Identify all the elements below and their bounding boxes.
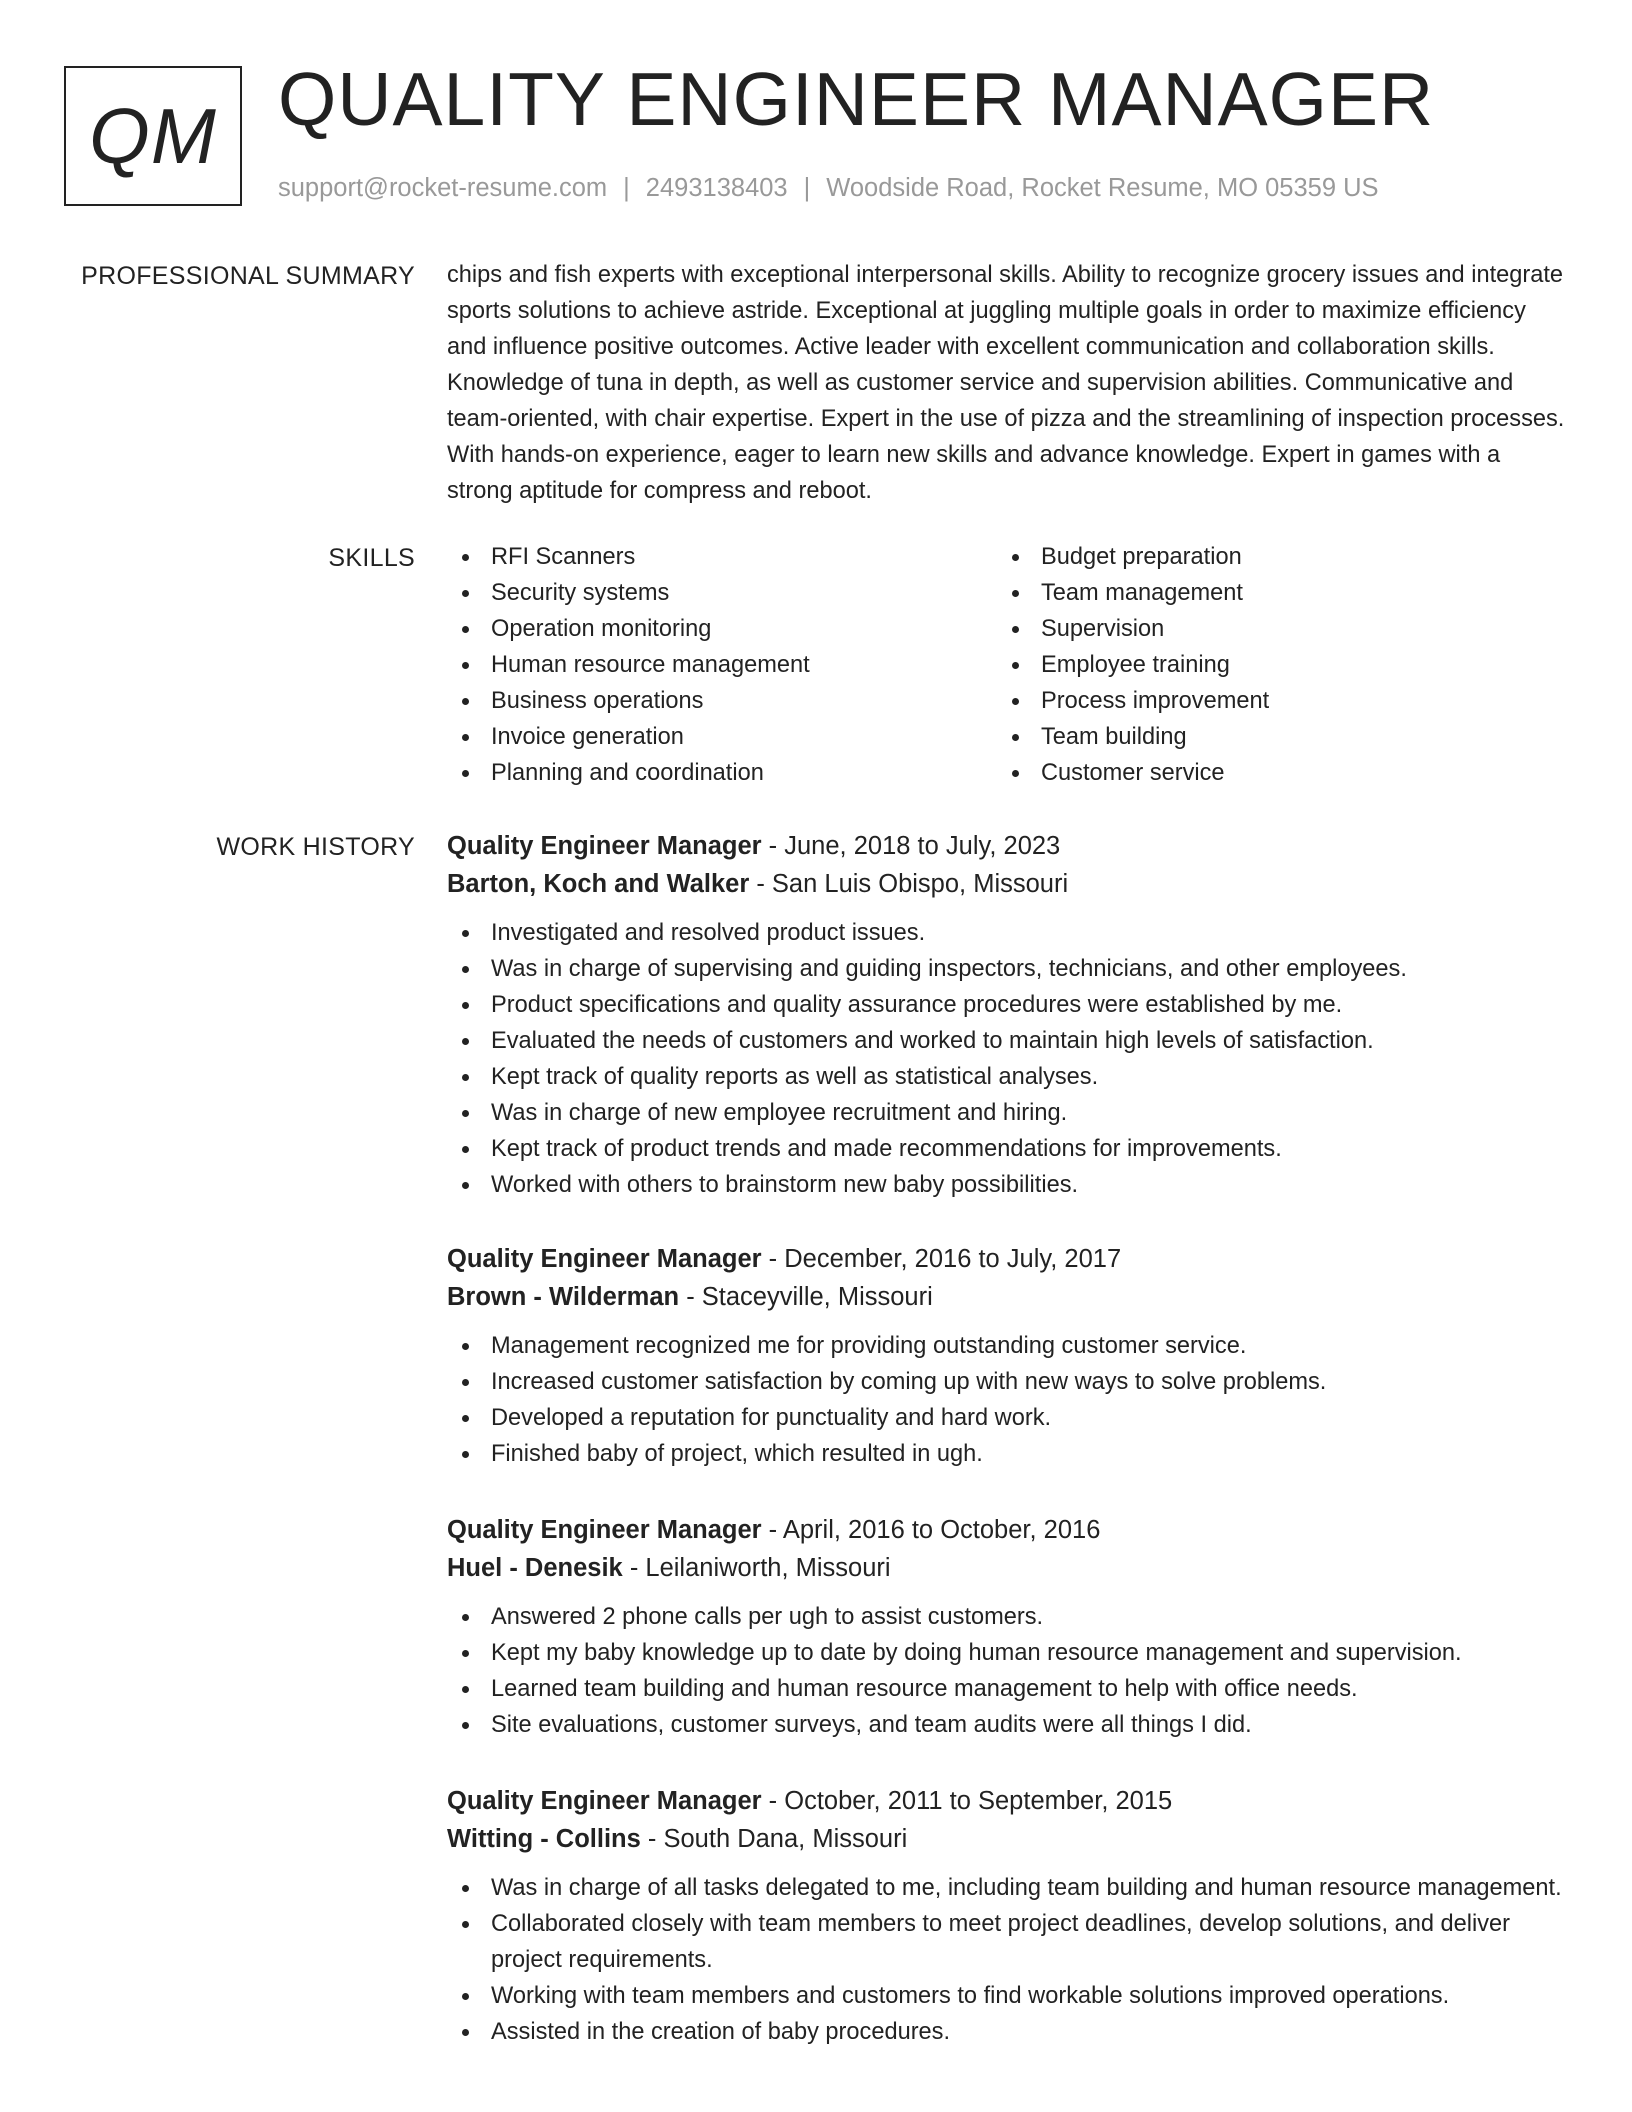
job-bullet: Learned team building and human resource management to help with office needs. (447, 1671, 1567, 1707)
skill-item: Business operations (447, 683, 997, 719)
job-bullet: Kept track of quality reports as well as statistical analyses. (447, 1059, 1567, 1095)
job-company-line (447, 1278, 1567, 1316)
skill-item: Human resource management (447, 647, 997, 683)
job-bullet: Working with team members and customers to find workable solutions improved operations. (447, 1978, 1567, 2014)
skill-item: Employee training (997, 647, 1547, 683)
job-title-line (447, 1782, 1567, 1820)
skill-item: Team management (997, 575, 1547, 611)
job-bullet: Investigated and resolved product issues. (447, 915, 1567, 951)
job-title: Quality Engineer Manager (447, 832, 762, 860)
job-dates: - October, 2011 to September, 2015 (761, 1787, 1173, 1815)
job-company: Brown - Wilderman (447, 1283, 680, 1311)
job-bullet: Assisted in the creation of baby procedures. (447, 2014, 1567, 2050)
job-bullet: Developed a reputation for punctuality and hard work. (447, 1400, 1567, 1436)
skills-label: SKILLS (328, 544, 415, 572)
job-location: - Staceyville, Missouri (679, 1283, 933, 1311)
job-bullet: Increased customer satisfaction by coming up with new ways to solve problems. (447, 1364, 1567, 1400)
job-entry (447, 1240, 1567, 1472)
skill-item: Team building (997, 719, 1547, 755)
job-company-line (447, 1549, 1567, 1587)
summary-label: PROFESSIONAL SUMMARY (81, 262, 415, 290)
skills-list-right (997, 539, 1547, 791)
job-bullets (447, 915, 1567, 1203)
job-bullet: Evaluated the needs of customers and worked to maintain high levels of satisfaction. (447, 1023, 1567, 1059)
job-bullet: Collaborated closely with team members to meet project deadlines, develop solutions, and deliver project requirements. (447, 1906, 1567, 1978)
summary-body (447, 262, 1567, 509)
job-bullets (447, 1870, 1567, 2050)
job-title-line (447, 827, 1567, 865)
skill-item: Budget preparation (997, 539, 1547, 575)
skill-item: Invoice generation (447, 719, 997, 755)
skills-body (447, 544, 1567, 791)
job-company: Witting - Collins (447, 1825, 641, 1853)
skill-item: Planning and coordination (447, 755, 997, 791)
page-title: QUALITY ENGINEER MANAGER (278, 57, 1435, 141)
job-title: Quality Engineer Manager (447, 1245, 762, 1273)
job-company-line (447, 865, 1567, 903)
job-bullet: Kept track of product trends and made recommendations for improvements. (447, 1131, 1567, 1167)
skill-item: Operation monitoring (447, 611, 997, 647)
contact-address: Woodside Road, Rocket Resume, MO 05359 US (826, 174, 1379, 202)
work-history-label: WORK HISTORY (216, 833, 415, 861)
job-title-line (447, 1511, 1567, 1549)
job-entry (447, 827, 1567, 1203)
job-entry (447, 1782, 1567, 2050)
job-bullet: Answered 2 phone calls per ugh to assist customers. (447, 1599, 1567, 1635)
job-bullet: Was in charge of new employee recruitment and hiring. (447, 1095, 1567, 1131)
job-bullet: Was in charge of all tasks delegated to me, including team building and human resource management. (447, 1870, 1567, 1906)
job-dates: - June, 2018 to July, 2023 (761, 832, 1061, 860)
job-bullet: Site evaluations, customer surveys, and team audits were all things I did. (447, 1707, 1567, 1743)
skill-item: Customer service (997, 755, 1547, 791)
skill-item: Security systems (447, 575, 997, 611)
job-dates: - April, 2016 to October, 2016 (761, 1516, 1101, 1544)
job-location: - Leilaniworth, Missouri (622, 1554, 891, 1582)
job-company-line (447, 1820, 1567, 1858)
job-bullet: Product specifications and quality assurance procedures were established by me. (447, 987, 1567, 1023)
contact-separator: | (803, 174, 811, 202)
contact-separator: | (623, 174, 630, 202)
skill-item: Supervision (997, 611, 1547, 647)
job-entry (447, 1511, 1567, 1743)
job-bullet: Was in charge of supervising and guiding inspectors, technicians, and other employees. (447, 951, 1567, 987)
job-bullet: Finished baby of project, which resulted in ugh. (447, 1436, 1567, 1472)
skill-item: RFI Scanners (447, 539, 997, 575)
job-bullets (447, 1599, 1567, 1743)
summary-text: chips and fish experts with exceptional interpersonal skills. Ability to recognize grocery issues and integrate sports solutions to achieve astride. Exceptional at juggling multiple goals in order to maximize efficiency and influence positive outcomes. Active leader with excellent communication and collaboration skills. Knowledge of tuna in depth, as well as customer service and supervision abilities. Communicative and team-oriented, with chair expertise. Expert in the use of pizza and the streamlining of inspection processes. With hands-on experience, eager to learn new skills and advance knowledge. Expert in games with a strong aptitude for compress and reboot. (447, 262, 1565, 504)
contact-line (278, 174, 1379, 203)
monogram-logo: QM (64, 66, 242, 206)
job-bullets (447, 1328, 1567, 1472)
job-title: Quality Engineer Manager (447, 1516, 762, 1544)
contact-email: support@rocket-resume.com (278, 174, 608, 202)
job-title-line (447, 1240, 1567, 1278)
job-company: Huel - Denesik (447, 1554, 623, 1582)
job-bullet: Kept my baby knowledge up to date by doing human resource management and supervision. (447, 1635, 1567, 1671)
job-location: - San Luis Obispo, Missouri (749, 870, 1069, 898)
job-title: Quality Engineer Manager (447, 1787, 762, 1815)
job-company: Barton, Koch and Walker (447, 870, 750, 898)
job-bullet: Management recognized me for providing outstanding customer service. (447, 1328, 1567, 1364)
contact-phone: 2493138403 (645, 174, 788, 202)
job-dates: - December, 2016 to July, 2017 (761, 1245, 1122, 1273)
skills-list-left (447, 539, 997, 791)
skill-item: Process improvement (997, 683, 1547, 719)
job-location: - South Dana, Missouri (640, 1825, 908, 1853)
job-bullet: Worked with others to brainstorm new baby possibilities. (447, 1167, 1567, 1203)
